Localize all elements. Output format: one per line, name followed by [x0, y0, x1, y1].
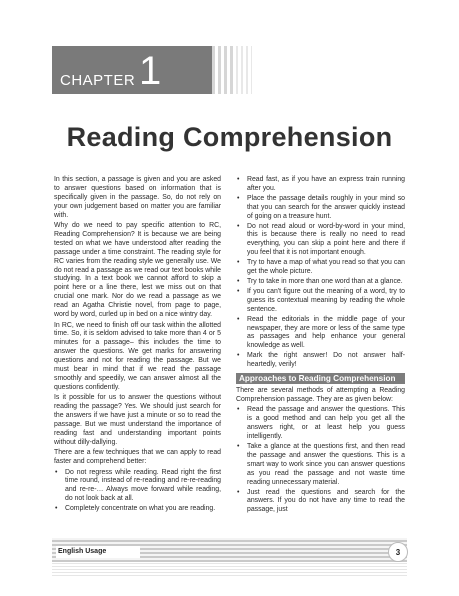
paragraph: There are a few techniques that we can apply to read faster and comprehend better: [54, 449, 221, 466]
paragraph: There are several methods of attempting a Reading Comprehension passage. They are as given below: [236, 387, 405, 403]
chapter-label: CHAPTER [60, 72, 136, 89]
chapter-banner-fade [236, 46, 252, 94]
list-item: • Try to have a map of what you read so that you can get the whole picture. [236, 259, 405, 277]
section-heading: Approaches to Reading Comprehension [236, 373, 405, 384]
list-item: • Completely concentrate on what you are reading. [54, 505, 221, 514]
approach-list [236, 406, 405, 515]
list-item: • Just read the questions and search for the answers. If you do not have any time to read the passage, just [236, 489, 405, 516]
footer-fade [52, 562, 407, 576]
page-number: 3 [388, 542, 408, 562]
list-item: • Mark the right answer! Do not answer half-heartedly, verily! [236, 352, 405, 370]
list-item: • Take a glance at the questions first, and then read the passage and answer the questions. This is a smart way to work since you can answer questions as you read the passage and not waste time reading unnecessary material. [236, 443, 405, 488]
chapter-banner-stripes [212, 46, 236, 94]
list-item: • If you can't figure out the meaning of a word, try to guess its contextual meaning by reading the whole sentence. [236, 288, 405, 315]
paragraph: In RC, we need to finish off our task within the allotted time. So, it is seldom advised to take more than 4 or 5 minutes for a passage– this includes the time to answer the questions. We get marks for answering questions and not for reading the passage. But we must bear in mind that if we read the passage smoothly and speedily, we can answer almost all the questions confidently. [54, 321, 221, 391]
chapter-number: 1 [139, 49, 162, 93]
technique-list [54, 469, 221, 515]
list-item: • Read the editorials in the middle page of your newspaper, they are more or less of the same type as passages and help enhance your general knowledge as well. [236, 316, 405, 352]
paragraph: Why do we need to pay specific attention to RC, Reading Comprehension? It is because we are being tested on what we have understood after reading the passage under a time constraint. The reading style for RC varies from the reading style we generally use. We do not read a passage as we read our text books while studying. In a text book we cannot afford to skip a point here or a line there, lest we miss out on that crucial one mark. Nor do we read a passage as we read an Agatha Christie novel, from page to page, word by word, curled up in bed on a nice wintry day. [54, 222, 222, 319]
footer-book-title: English Usage [56, 546, 140, 558]
list-item: • Place the passage details roughly in your mind so that you can search for the answer quickly instead of going on a treasure hunt. [236, 195, 405, 222]
paragraph: In this section, a passage is given and you are asked to answer questions based on information that is specifically given in the passage. So, do not rely on your own judgement based on matter you are familiar with. [54, 176, 221, 219]
list-item: • Do not read aloud or word-by-word in your mind, this is because there is really no need to read everything, you can skip a point here and there if you feel that it is not important enough. [236, 223, 405, 259]
left-column [54, 176, 221, 516]
technique-list-continued [236, 176, 405, 370]
right-column [236, 176, 405, 517]
list-item: • Read fast, as if you have an express train running after you. [236, 176, 405, 194]
list-item: • Read the passage and answer the questions. This is a good method and can help you get all the answers right, or at least help you guess intelligently. [236, 406, 405, 442]
paragraph: Is it possible for us to answer the questions without reading the passage? Yes. We should just search for the answers if we have just a minute or so to read the passage. But we must understand the importance of reading fast and understanding important points without dilly-dallying. [54, 394, 221, 446]
list-item: • Do not regress while reading. Read right the first time round, instead of re-reading and re-re-reading and re-re-… Always move forward while reading, do not look back at all. [54, 469, 221, 505]
list-item: • Try to take in more than one word than at a glance. [236, 278, 405, 287]
page-title: Reading Comprehension [66, 122, 393, 152]
